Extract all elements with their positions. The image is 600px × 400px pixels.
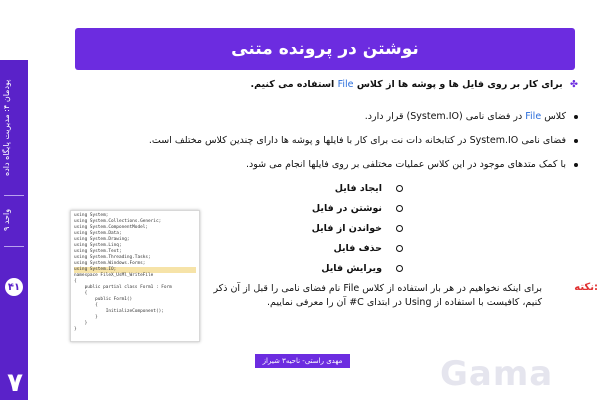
sidebar-divider bbox=[4, 195, 24, 196]
code-line: using System; bbox=[74, 213, 109, 218]
operation-label: نوشتن در فایل bbox=[311, 203, 382, 214]
bullet-text: فضای نامی System.IO در کتابخانه دات نت برای کار با فایلها و پوشه ها دارای چندین کلاس مختلف است. bbox=[148, 135, 566, 146]
code-line: using System.ComponentModel; bbox=[74, 225, 149, 230]
course-label: پودمان ۴: مدیریت پایگاه داده bbox=[2, 79, 11, 177]
bullet-dot-icon bbox=[574, 139, 578, 143]
sidebar-divider bbox=[4, 246, 24, 247]
code-line: using System.Windows.Forms; bbox=[74, 261, 146, 266]
circle-bullet-icon bbox=[396, 185, 403, 192]
code-line: public Form1() bbox=[74, 297, 133, 302]
operation-item bbox=[312, 202, 403, 216]
bullet-text-end: در فضای نامی (System.IO) قرار دارد. bbox=[364, 111, 523, 122]
code-line: { bbox=[74, 303, 98, 308]
watermark-logo: Gama bbox=[440, 354, 554, 394]
note-line: کنیم، کافیست با استفاده از Using در ابتدای C# آن را معرفی نماییم. bbox=[267, 297, 542, 308]
operation-item bbox=[333, 242, 403, 256]
code-line: { bbox=[74, 291, 88, 296]
intro-text-end: استفاده می کنیم. bbox=[250, 79, 335, 90]
code-line: } bbox=[74, 315, 98, 320]
footer-author: مهدی راستی- ناحیه۳ شیراز bbox=[255, 354, 350, 368]
sparkle-icon: ✤ bbox=[570, 79, 578, 90]
bullet-item bbox=[149, 134, 578, 148]
code-line: using System.Linq; bbox=[74, 243, 122, 248]
circle-bullet-icon bbox=[396, 265, 403, 272]
bullet-item bbox=[246, 158, 578, 172]
slide-title-bar bbox=[75, 28, 575, 70]
code-line: using System.Collections.Generic; bbox=[74, 219, 162, 224]
circle-bullet-icon bbox=[396, 245, 403, 252]
page-badge: ۴۱ bbox=[5, 278, 23, 296]
operation-item bbox=[312, 222, 403, 236]
bullet-text: کلاس bbox=[544, 111, 566, 122]
code-line: using System.Text; bbox=[74, 249, 122, 254]
left-sidebar bbox=[0, 60, 28, 400]
code-line: InitializeComponent(); bbox=[74, 309, 164, 314]
bullet-item bbox=[365, 110, 578, 124]
operation-label: حذف فایل bbox=[333, 243, 382, 254]
lesson-number: ۷ bbox=[7, 368, 23, 398]
operation-label: خواندن از فایل bbox=[311, 223, 382, 234]
circle-bullet-icon bbox=[396, 205, 403, 212]
operation-item bbox=[335, 182, 403, 196]
bullet-dot-icon bbox=[574, 115, 578, 119]
note-line: برای اینکه نخواهیم در هر بار استفاده از کلاس File نام فضای نامی را قبل از آن ذکر bbox=[213, 283, 542, 294]
code-line: { bbox=[74, 279, 77, 284]
bullet-dot-icon bbox=[574, 163, 578, 167]
operation-label: ایجاد فایل bbox=[334, 183, 382, 194]
code-line: using System.IO; bbox=[74, 267, 196, 273]
intro-line bbox=[250, 78, 578, 92]
code-line: public partial class Form1 : Form bbox=[74, 285, 172, 290]
code-line: } bbox=[74, 327, 77, 332]
circle-bullet-icon bbox=[396, 225, 403, 232]
code-line: } bbox=[74, 321, 88, 326]
operation-label: ویرایش فایل bbox=[321, 263, 382, 274]
code-line: using System.Drawing; bbox=[74, 237, 130, 242]
code-line: namespace FileX_UsMl_WriteFile bbox=[74, 273, 154, 278]
code-line: using System.Threading.Tasks; bbox=[74, 255, 151, 260]
code-line: using System.Data; bbox=[74, 231, 122, 236]
note-label: نکته: bbox=[574, 282, 598, 293]
bullet-keyword: File bbox=[525, 111, 542, 122]
bullet-text: با کمک متدهای موجود در این کلاس عملیات مختلفی بر روی فایلها انجام می شود. bbox=[245, 159, 566, 170]
operation-item bbox=[321, 262, 403, 276]
code-screenshot bbox=[70, 210, 200, 342]
unit-label: واحد ۹ bbox=[2, 208, 11, 232]
intro-text: برای کار بر روی فایل ها و پوشه ها از کلاس bbox=[356, 79, 563, 90]
intro-keyword: File bbox=[337, 79, 354, 90]
note-text bbox=[182, 282, 542, 310]
slide-title: نوشتن در پرونده متنی bbox=[231, 39, 419, 59]
